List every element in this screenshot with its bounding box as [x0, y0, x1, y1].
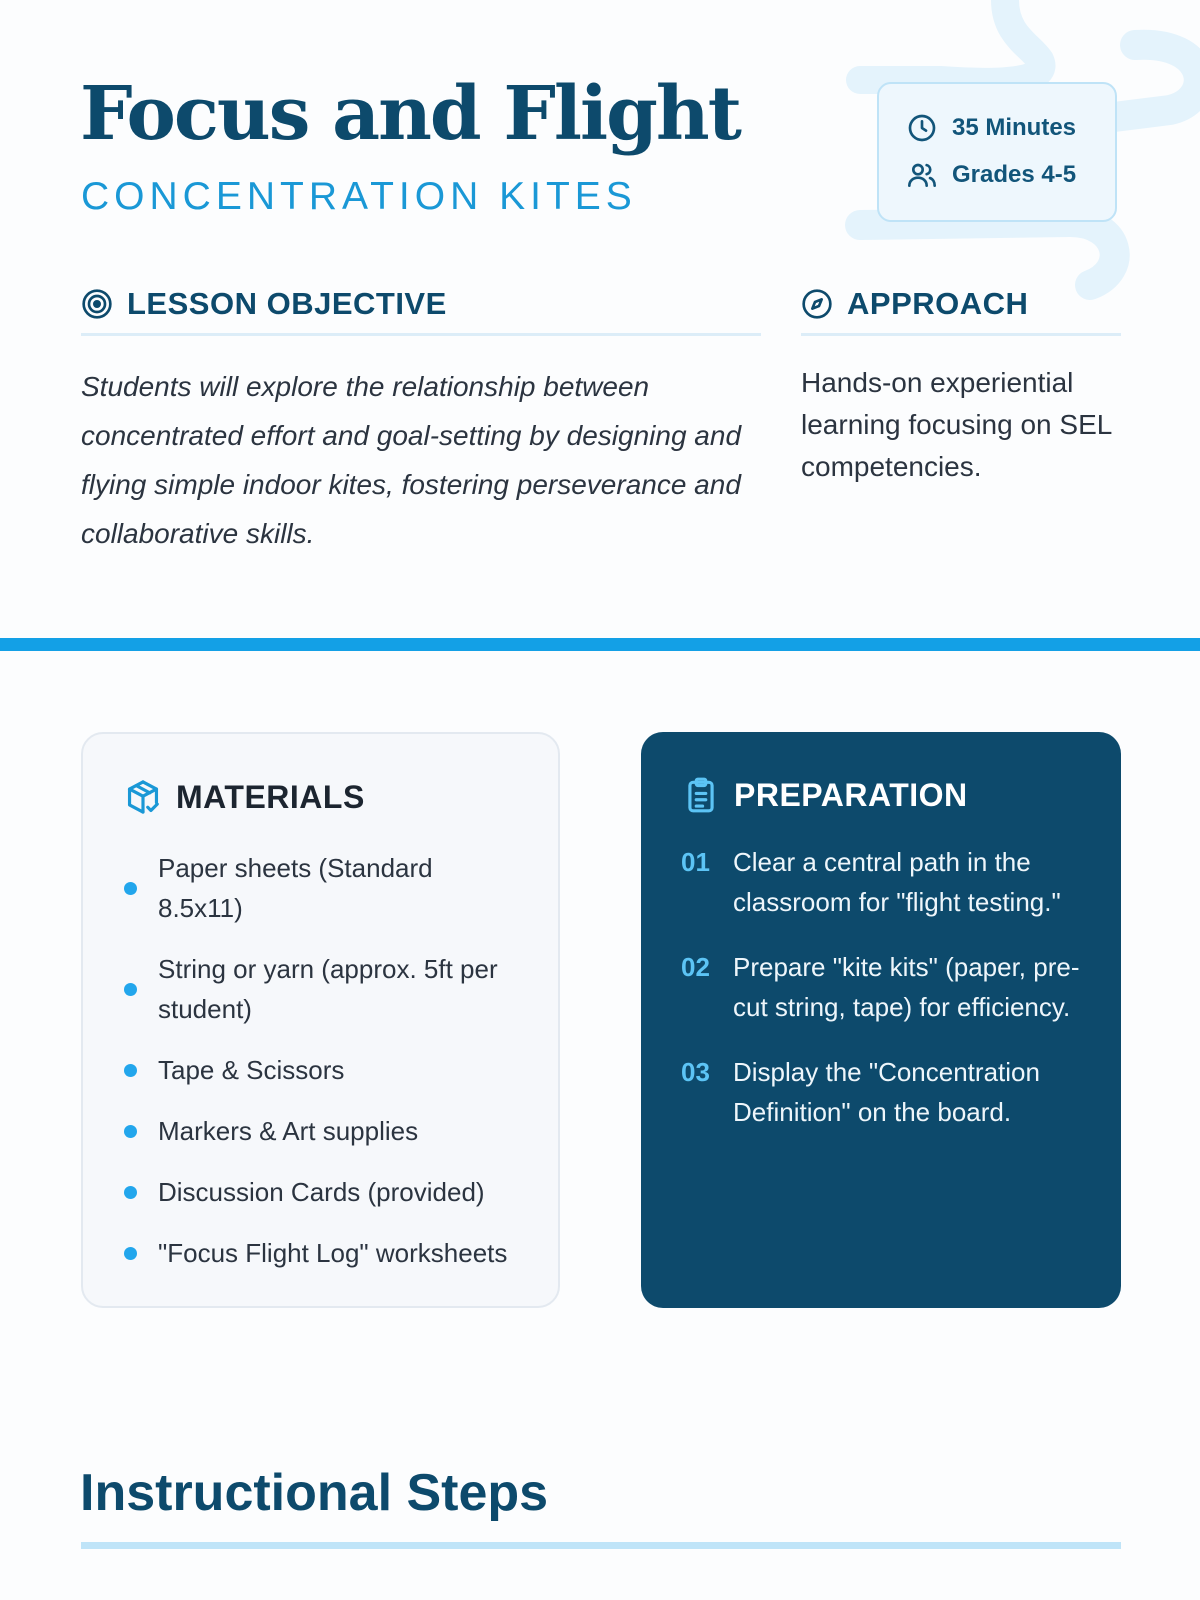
material-text: Tape & Scissors [158, 1055, 345, 1085]
step-text: Display the "Concentration Definition" on the board. [733, 1057, 1040, 1127]
approach-divider [801, 333, 1121, 336]
material-text: String or yarn (approx. 5ft per student) [158, 954, 498, 1024]
list-item [123, 1172, 523, 1212]
list-item [123, 1050, 523, 1090]
grades-row [906, 158, 1115, 192]
preparation-heading [682, 776, 968, 814]
step-number: 03 [681, 1057, 710, 1087]
preparation-card [641, 732, 1121, 1308]
material-text: "Focus Flight Log" worksheets [158, 1238, 508, 1268]
compass-icon [801, 288, 833, 320]
objective-heading [81, 282, 447, 326]
bullet [124, 1247, 137, 1260]
step-number: 01 [681, 847, 710, 877]
material-text: Markers & Art supplies [158, 1116, 419, 1146]
grades-value: Grades 4-5 [952, 161, 1077, 188]
duration-value: 35 Minutes [952, 114, 1077, 141]
materials-heading [124, 778, 365, 816]
objective-heading-text: LESSON OBJECTIVE [127, 286, 447, 321]
list-item [123, 848, 523, 928]
bullet [124, 1186, 137, 1199]
list-item [681, 947, 1086, 1027]
clipboard-list-icon [682, 776, 720, 814]
list-item [123, 1233, 523, 1273]
bullet [124, 983, 137, 996]
page-title: Focus and Flight [80, 71, 740, 157]
duration-row [906, 111, 1115, 145]
bullet [124, 1064, 137, 1077]
section-divider-bar [0, 638, 1200, 651]
clock-icon [906, 112, 938, 144]
materials-card [81, 732, 560, 1308]
list-item [681, 1052, 1086, 1132]
list-item [123, 949, 523, 1029]
preparation-heading-text: PREPARATION [734, 776, 968, 813]
meta-card [877, 82, 1117, 222]
materials-list [123, 848, 523, 1294]
materials-heading-text: MATERIALS [176, 778, 365, 815]
material-text: Paper sheets (Standard 8.5x11) [158, 853, 433, 923]
target-icon [81, 288, 113, 320]
list-item [123, 1111, 523, 1151]
package-check-icon [124, 778, 162, 816]
objective-text: Students will explore the relationship between concentrated effort and goal-setting by designing and flying simple indoor kites, fostering perseverance and collaborative skills. [81, 371, 742, 549]
approach-text: Hands-on experiential learning focusing on SEL competencies. [801, 367, 1112, 482]
users-icon [906, 159, 938, 191]
step-text: Prepare "kite kits" (paper, pre-cut string, tape) for efficiency. [733, 952, 1080, 1022]
material-text: Discussion Cards (provided) [158, 1177, 485, 1207]
step-text: Clear a central path in the classroom for "flight testing." [733, 847, 1061, 917]
instructional-steps-divider [81, 1542, 1121, 1549]
preparation-list [681, 842, 1086, 1157]
step-number: 02 [681, 952, 710, 982]
instructional-steps-title: Instructional Steps [80, 1464, 549, 1522]
approach-heading [801, 282, 1028, 326]
page-subtitle: CONCENTRATION KITES [81, 175, 637, 218]
list-item [681, 842, 1086, 922]
objective-divider [81, 333, 761, 336]
bullet [124, 882, 137, 895]
approach-heading-text: APPROACH [847, 286, 1029, 321]
bullet [124, 1125, 137, 1138]
